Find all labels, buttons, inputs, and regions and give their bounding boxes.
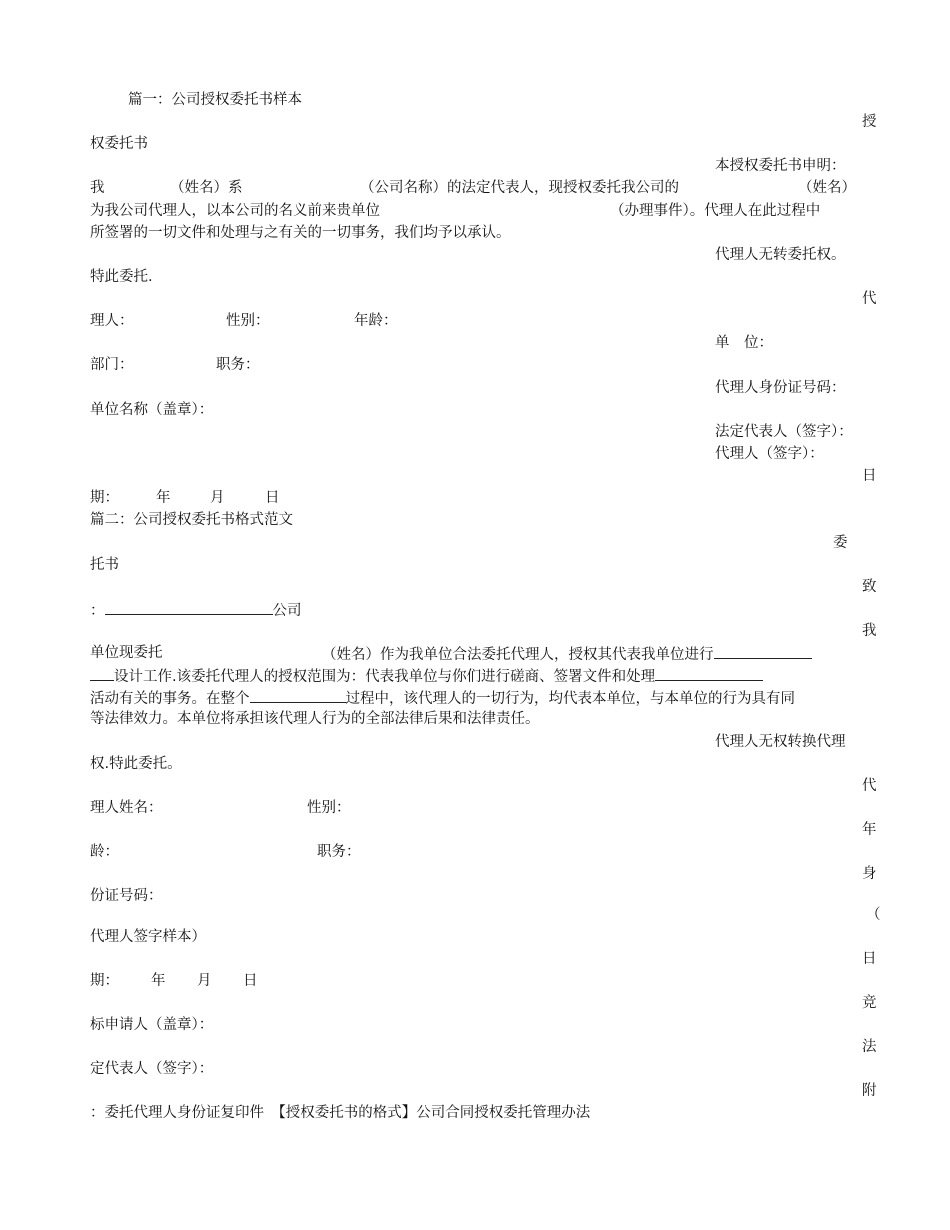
p1-line2a: 为我公司代理人，以本公司的名义前来贵单位 bbox=[90, 203, 380, 219]
p2-b-line bbox=[322, 644, 812, 664]
hereby-entrust-2: 权.特此委托。 bbox=[90, 756, 182, 772]
colon: ： bbox=[90, 603, 105, 619]
blank-activity bbox=[655, 666, 763, 681]
unit-name-seal-label: 单位名称（盖章）： bbox=[90, 402, 214, 418]
section1-char-shou: 授 bbox=[862, 114, 877, 130]
no-transfer-text: 代理人无权转换代理 bbox=[715, 734, 846, 750]
blank-project bbox=[714, 644, 812, 659]
agent-name-label: 理人姓名： bbox=[90, 800, 163, 816]
position-label: 职务： bbox=[216, 357, 260, 373]
position-label-2: 职务： bbox=[317, 844, 361, 860]
gender-label-2: 性别： bbox=[307, 800, 351, 816]
p1-line2b: （办理事件）。代理人在此过程中 bbox=[610, 203, 821, 219]
blank-design bbox=[90, 666, 114, 681]
date-day-2: 日 bbox=[243, 973, 258, 989]
department-label: 部门： bbox=[90, 357, 134, 373]
section2-char-ri: 日 bbox=[862, 951, 877, 967]
legal-rep-sign-label-2: 定代表人（签字）： bbox=[90, 1061, 214, 1077]
gender-label: 性别： bbox=[226, 313, 270, 329]
no-subdelegation: 代理人无转委托权。 bbox=[715, 247, 846, 263]
p2-b: （姓名）作为我单位合法委托代理人，授权其代表我单位进行 bbox=[322, 647, 714, 663]
p2-d2: 过程中，该代理人的一切行为，均代表本单位，与本单位的行为具有同 bbox=[345, 691, 795, 707]
p2-a: 单位现委托 bbox=[90, 645, 163, 661]
blank-company bbox=[105, 600, 273, 615]
date-label: 期： bbox=[90, 490, 119, 506]
bidder-seal-label: 标申请人（盖章）： bbox=[90, 1017, 214, 1033]
p2-d1: 活动有关的事务。在整个 bbox=[90, 691, 250, 707]
signature-sample-label: 代理人签字样本） bbox=[90, 929, 206, 945]
section2-char-wo: 我 bbox=[862, 623, 877, 639]
section1-title: 篇一：公司授权委托书样本 bbox=[128, 92, 302, 108]
age-label-2: 龄： bbox=[90, 844, 119, 860]
section2-char-paren: （ bbox=[866, 907, 881, 923]
blank-process bbox=[250, 688, 346, 703]
date-label-2: 期： bbox=[90, 973, 119, 989]
p2-c: 设计工作.该委托代理人的授权范围为：代表我单位与你们进行磋商、签署文件和处理 bbox=[114, 669, 656, 685]
company-label: 公司 bbox=[272, 603, 302, 619]
date-month-2: 月 bbox=[197, 973, 212, 989]
p1-company-name: （公司名称）的法定代表人，现授权委托我公司的 bbox=[360, 180, 679, 196]
p2-d-line bbox=[90, 688, 795, 708]
id-number-label-2: 份证号码： bbox=[90, 888, 163, 904]
id-number-label: 代理人身份证号码： bbox=[715, 380, 846, 396]
section1-heading: 权委托书 bbox=[90, 136, 148, 152]
p1-xingming2: （姓名） bbox=[798, 180, 856, 196]
section2-char-dai: 代 bbox=[862, 778, 877, 794]
section2-char-shen: 身 bbox=[862, 866, 877, 882]
agent-label: 理人： bbox=[90, 313, 134, 329]
section2-char-nian: 年 bbox=[862, 822, 877, 838]
date-month: 月 bbox=[210, 490, 225, 506]
p1-xingming1: （姓名）系 bbox=[170, 180, 243, 196]
hereby-entrust: 特此委托. bbox=[90, 269, 153, 285]
date-year-2: 年 bbox=[151, 973, 166, 989]
age-label: 年龄： bbox=[354, 313, 398, 329]
p1-line3: 所签署的一切文件和处理与之有关的一切事务，我们均予以承认。 bbox=[90, 225, 511, 241]
date-year: 年 bbox=[156, 490, 171, 506]
p2-e: 等法律效力。本单位将承担该代理人行为的全部法律后果和法律责任。 bbox=[90, 711, 540, 727]
section2-char-fu: 附 bbox=[862, 1083, 877, 1099]
section2-char-wei: 委 bbox=[833, 535, 848, 551]
section2-char-jing: 竞 bbox=[862, 995, 877, 1011]
attachment-line: ：委托代理人身份证复印件 【授权委托书的格式】公司合同授权委托管理办法 bbox=[90, 1105, 591, 1121]
section2-title: 篇二：公司授权委托书格式范文 bbox=[90, 512, 293, 528]
agent-sign-label: 代理人（签字）： bbox=[715, 446, 824, 462]
legal-rep-sign-label: 法定代表人（签字）： bbox=[715, 424, 853, 440]
section1-char-ri: 日 bbox=[862, 468, 877, 484]
section1-char-dai: 代 bbox=[862, 291, 877, 307]
date-day: 日 bbox=[265, 490, 280, 506]
section2-char-zhi: 致 bbox=[862, 579, 877, 595]
to-company-line bbox=[90, 600, 302, 620]
unit-label: 单 位： bbox=[715, 335, 773, 351]
section2-char-fa: 法 bbox=[862, 1039, 877, 1055]
p2-c-line bbox=[90, 666, 763, 686]
section2-heading: 托书 bbox=[90, 557, 119, 573]
declaration-label: 本授权委托书申明： bbox=[715, 158, 846, 174]
p1-wo: 我 bbox=[90, 180, 105, 196]
